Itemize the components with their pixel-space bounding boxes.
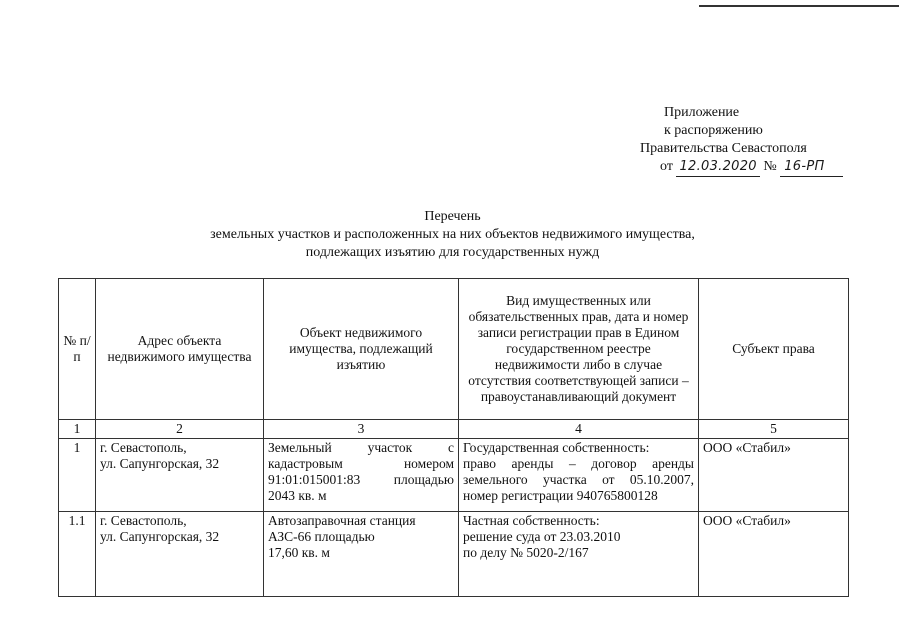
title-line-2: земельных участков и расположенных на них объектов недвижимого имущества, — [210, 227, 695, 242]
rights-document: право аренды – договор аренды земельного участка от 05.10.2007, номер регистрации 940765800128 — [463, 456, 694, 503]
row-rights — [459, 512, 699, 597]
property-table — [58, 278, 849, 597]
address-street: ул. Сапунгорская, 32 — [100, 529, 220, 544]
header-number: № п/п — [59, 279, 96, 420]
top-edge-rule — [699, 5, 899, 7]
column-number: 3 — [264, 420, 459, 439]
rights-type: Государственная собственность: — [463, 440, 650, 455]
table-row — [59, 512, 849, 597]
title-line-1: Перечень — [424, 209, 481, 224]
row-subject: ООО «Стабил» — [699, 512, 849, 597]
header-object: Объект недвижимого имущества, подлежащий изъятию — [264, 279, 459, 420]
column-number-row — [59, 420, 849, 439]
object-line: АЗС-66 площадью — [268, 529, 375, 544]
row-number: 1 — [59, 439, 96, 512]
object-line: 17,60 кв. м — [268, 545, 330, 560]
title-line-3: подлежащих изъятию для государственных нужд — [305, 245, 600, 260]
row-rights — [459, 439, 699, 512]
appendix-line-2: к распоряжению — [664, 123, 763, 138]
rights-type: Частная собственность: — [463, 513, 600, 528]
appendix-header — [640, 104, 830, 177]
row-object: Земельный участок с кадастровым номером 91:01:015001:83 площадью 2043 кв. м — [264, 439, 459, 512]
rights-document: по делу № 5020-2/167 — [463, 545, 589, 560]
document-title — [0, 208, 905, 262]
rights-document: решение суда от 23.03.2010 — [463, 529, 621, 544]
appendix-line-1: Приложение — [664, 105, 740, 120]
table-header-row — [59, 279, 849, 420]
table-row — [59, 439, 849, 512]
object-line: Автозаправочная станция — [268, 513, 416, 528]
column-number: 4 — [459, 420, 699, 439]
header-address: Адрес объекта недвижимого имущества — [96, 279, 264, 420]
row-object — [264, 512, 459, 597]
header-subject: Субъект права — [699, 279, 849, 420]
appendix-date-line — [640, 158, 830, 177]
column-number: 1 — [59, 420, 96, 439]
handwritten-number: 16-РП — [780, 158, 842, 177]
row-address — [96, 439, 264, 512]
row-address — [96, 512, 264, 597]
address-city: г. Севастополь, — [100, 440, 187, 455]
address-street: ул. Сапунгорская, 32 — [100, 456, 220, 471]
column-number: 5 — [699, 420, 849, 439]
address-city: г. Севастополь, — [100, 513, 187, 528]
number-sign: № — [763, 159, 777, 174]
date-prefix: от — [660, 159, 673, 174]
row-subject: ООО «Стабил» — [699, 439, 849, 512]
appendix-line-3: Правительства Севастополя — [640, 141, 807, 156]
row-number: 1.1 — [59, 512, 96, 597]
header-rights: Вид имущественных или обязательственных прав, дата и номер записи регистрации прав в Едином государственном реестре недвижимости либо в случае отсутствия соответствующей записи – правоустанавливающий документ — [459, 279, 699, 420]
handwritten-date: 12.03.2020 — [676, 158, 759, 177]
column-number: 2 — [96, 420, 264, 439]
